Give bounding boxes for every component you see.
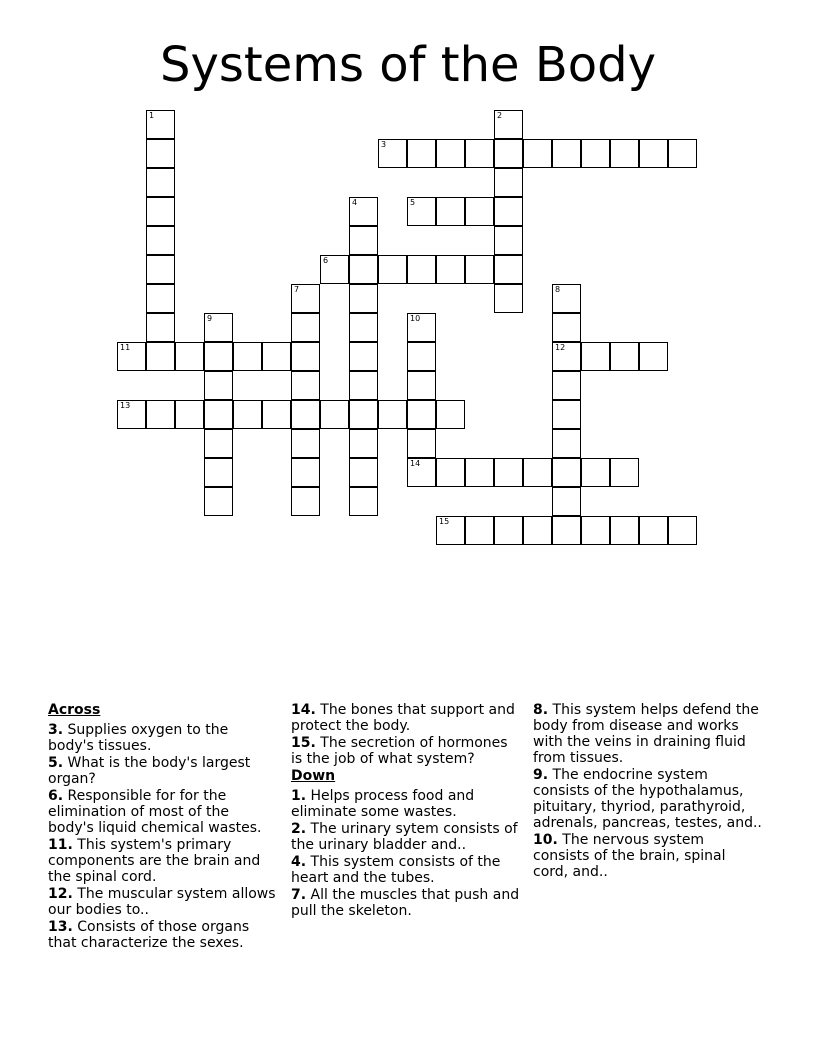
across-clue <box>48 886 278 918</box>
clue-text: This system consists of the heart and the tubes. <box>291 854 501 886</box>
grid-cell[interactable] <box>204 458 233 487</box>
grid-cell[interactable] <box>117 342 146 371</box>
grid-cell[interactable] <box>436 516 465 545</box>
grid-cell[interactable] <box>552 516 581 545</box>
across-clue <box>48 755 278 787</box>
grid-cell[interactable] <box>349 400 378 429</box>
grid-cell[interactable] <box>581 342 610 371</box>
down-clue <box>533 702 763 766</box>
grid-cell[interactable] <box>233 342 262 371</box>
grid-cell[interactable] <box>610 516 639 545</box>
grid-cell[interactable] <box>552 400 581 429</box>
grid-cell[interactable] <box>465 516 494 545</box>
across-heading: Across <box>48 702 101 718</box>
down-clue <box>291 887 521 919</box>
grid-cell[interactable] <box>349 313 378 342</box>
clue-number: 1. <box>291 788 307 804</box>
clues-column-1 <box>48 702 278 952</box>
clue-text: The urinary sytem consists of the urinary bladder and.. <box>291 821 518 853</box>
grid-cell[interactable] <box>146 284 175 313</box>
grid-cell[interactable] <box>291 371 320 400</box>
grid-cell[interactable] <box>146 313 175 342</box>
grid-cell[interactable] <box>204 400 233 429</box>
grid-cell[interactable] <box>291 429 320 458</box>
down-clues-part-2 <box>533 702 763 880</box>
grid-cell[interactable] <box>349 284 378 313</box>
grid-cell[interactable] <box>610 139 639 168</box>
grid-cell[interactable] <box>378 139 407 168</box>
grid-cell[interactable] <box>552 458 581 487</box>
grid-cell[interactable] <box>436 400 465 429</box>
grid-cell[interactable] <box>407 371 436 400</box>
grid-cell[interactable] <box>407 197 436 226</box>
grid-cell[interactable] <box>349 197 378 226</box>
grid-cell[interactable] <box>436 139 465 168</box>
grid-cell[interactable] <box>407 458 436 487</box>
cell-number: 10 <box>410 314 421 323</box>
across-clue <box>48 788 278 836</box>
clue-number: 6. <box>48 788 64 804</box>
across-clue <box>291 735 521 767</box>
clues-column-2 <box>291 702 521 920</box>
across-clue <box>48 919 278 951</box>
cell-number: 12 <box>555 343 566 352</box>
down-clues-part-1 <box>291 788 521 919</box>
down-clue <box>533 767 763 831</box>
cell-number: 4 <box>352 198 358 207</box>
clue-text: The endocrine system consists of the hypothalamus, pituitary, thyriod, parathyroid, adrenals, pancreas, testes, and.. <box>533 767 762 831</box>
grid-cell[interactable] <box>407 139 436 168</box>
grid-cell[interactable] <box>204 371 233 400</box>
clue-text: The bones that support and protect the body. <box>291 702 515 734</box>
clue-text: Supplies oxygen to the body's tissues. <box>48 722 229 754</box>
cell-number: 6 <box>323 256 329 265</box>
clue-number: 14. <box>291 702 316 718</box>
across-clues-part-1 <box>48 722 278 951</box>
grid-cell[interactable] <box>494 139 523 168</box>
grid-cell[interactable] <box>494 197 523 226</box>
grid-cell[interactable] <box>407 342 436 371</box>
down-heading: Down <box>291 768 336 784</box>
clue-number: 3. <box>48 722 64 738</box>
grid-cell[interactable] <box>262 400 291 429</box>
grid-cell[interactable] <box>204 342 233 371</box>
clue-text: This system helps defend the body from disease and works with the veins in draining fluid from tissues. <box>533 702 759 766</box>
grid-cell[interactable] <box>523 139 552 168</box>
grid-cell[interactable] <box>291 313 320 342</box>
grid-cell[interactable] <box>349 458 378 487</box>
grid-cell[interactable] <box>610 342 639 371</box>
grid-cell[interactable] <box>552 284 581 313</box>
cell-number: 15 <box>439 517 450 526</box>
across-clues-part-2 <box>291 702 521 767</box>
grid-cell[interactable] <box>552 313 581 342</box>
grid-cell[interactable] <box>407 255 436 284</box>
grid-cell[interactable] <box>146 110 175 139</box>
across-clue <box>48 722 278 754</box>
clue-number: 5. <box>48 755 64 771</box>
grid-cell[interactable] <box>349 487 378 516</box>
down-clue <box>291 854 521 886</box>
grid-cell[interactable] <box>233 400 262 429</box>
grid-cell[interactable] <box>523 458 552 487</box>
grid-cell[interactable] <box>407 429 436 458</box>
grid-cell[interactable] <box>175 342 204 371</box>
cell-number: 13 <box>120 401 131 410</box>
grid-cell[interactable] <box>610 458 639 487</box>
down-clue <box>533 832 763 880</box>
grid-cell[interactable] <box>175 400 204 429</box>
clue-number: 9. <box>533 767 549 783</box>
grid-cell[interactable] <box>668 516 697 545</box>
grid-cell[interactable] <box>320 255 349 284</box>
clue-number: 15. <box>291 735 316 751</box>
grid-cell[interactable] <box>349 255 378 284</box>
grid-cell[interactable] <box>291 400 320 429</box>
grid-cell[interactable] <box>378 400 407 429</box>
grid-cell[interactable] <box>494 458 523 487</box>
clue-text: The muscular system allows our bodies to.. <box>48 886 276 918</box>
grid-cell[interactable] <box>494 110 523 139</box>
grid-cell[interactable] <box>146 226 175 255</box>
clue-number: 10. <box>533 832 558 848</box>
clue-number: 4. <box>291 854 307 870</box>
grid-cell[interactable] <box>465 139 494 168</box>
down-clue <box>291 788 521 820</box>
cell-number: 9 <box>207 314 213 323</box>
grid-cell[interactable] <box>407 400 436 429</box>
clue-text: Responsible for for the elimination of most of the body's liquid chemical wastes. <box>48 788 262 836</box>
grid-cell[interactable] <box>262 342 291 371</box>
clue-text: What is the body's largest organ? <box>48 755 251 787</box>
down-clue <box>291 821 521 853</box>
page-title: Systems of the Body <box>160 37 656 93</box>
grid-cell[interactable] <box>146 168 175 197</box>
grid-cell[interactable] <box>146 139 175 168</box>
clue-text: Consists of those organs that characterize the sexes. <box>48 919 250 951</box>
grid-cell[interactable] <box>349 371 378 400</box>
grid-cell[interactable] <box>291 284 320 313</box>
cell-number: 5 <box>410 198 416 207</box>
grid-cell[interactable] <box>465 197 494 226</box>
grid-cell[interactable] <box>291 487 320 516</box>
grid-cell[interactable] <box>523 516 552 545</box>
grid-cell[interactable] <box>552 371 581 400</box>
grid-cell[interactable] <box>146 255 175 284</box>
cell-number: 2 <box>497 111 503 120</box>
cell-number: 3 <box>381 140 387 149</box>
cell-number: 11 <box>120 343 131 352</box>
grid-cell[interactable] <box>436 255 465 284</box>
grid-cell[interactable] <box>581 458 610 487</box>
grid-cell[interactable] <box>494 284 523 313</box>
cell-number: 14 <box>410 459 421 468</box>
grid-cell[interactable] <box>465 458 494 487</box>
grid-cell[interactable] <box>581 516 610 545</box>
cell-number: 1 <box>149 111 155 120</box>
grid-cell[interactable] <box>639 516 668 545</box>
clue-number: 12. <box>48 886 73 902</box>
grid-cell[interactable] <box>494 516 523 545</box>
grid-cell[interactable] <box>146 342 175 371</box>
grid-cell[interactable] <box>552 429 581 458</box>
clue-text: The nervous system consists of the brain, spinal cord, and.. <box>533 832 726 880</box>
grid-cell[interactable] <box>494 168 523 197</box>
grid-cell[interactable] <box>465 255 494 284</box>
cell-number: 7 <box>294 285 300 294</box>
grid-cell[interactable] <box>436 197 465 226</box>
grid-cell[interactable] <box>639 139 668 168</box>
grid-cell[interactable] <box>146 400 175 429</box>
clue-number: 11. <box>48 837 73 853</box>
grid-cell[interactable] <box>349 226 378 255</box>
grid-cell[interactable] <box>349 429 378 458</box>
across-clue <box>291 702 521 734</box>
across-clue <box>48 837 278 885</box>
grid-cell[interactable] <box>349 342 378 371</box>
clues-column-3 <box>533 702 763 881</box>
clue-number: 2. <box>291 821 307 837</box>
grid-cell[interactable] <box>204 487 233 516</box>
grid-cell[interactable] <box>494 255 523 284</box>
clue-text: This system's primary components are the brain and the spinal cord. <box>48 837 261 885</box>
grid-cell[interactable] <box>146 197 175 226</box>
grid-cell[interactable] <box>291 342 320 371</box>
clue-number: 7. <box>291 887 307 903</box>
grid-cell[interactable] <box>552 139 581 168</box>
cell-number: 8 <box>555 285 561 294</box>
grid-cell[interactable] <box>407 313 436 342</box>
grid-cell[interactable] <box>639 342 668 371</box>
grid-cell[interactable] <box>581 139 610 168</box>
grid-cell[interactable] <box>204 313 233 342</box>
clue-text: Helps process food and eliminate some wastes. <box>291 788 475 820</box>
grid-cell[interactable] <box>552 487 581 516</box>
clue-number: 13. <box>48 919 73 935</box>
grid-cell[interactable] <box>204 429 233 458</box>
grid-cell[interactable] <box>668 139 697 168</box>
clue-text: The secretion of hormones is the job of what system? <box>291 735 508 767</box>
grid-cell[interactable] <box>378 255 407 284</box>
grid-cell[interactable] <box>552 342 581 371</box>
clue-text: All the muscles that push and pull the skeleton. <box>291 887 520 919</box>
grid-cell[interactable] <box>291 458 320 487</box>
grid-cell[interactable] <box>436 458 465 487</box>
grid-cell[interactable] <box>494 226 523 255</box>
grid-cell[interactable] <box>320 400 349 429</box>
clue-number: 8. <box>533 702 549 718</box>
grid-cell[interactable] <box>117 400 146 429</box>
